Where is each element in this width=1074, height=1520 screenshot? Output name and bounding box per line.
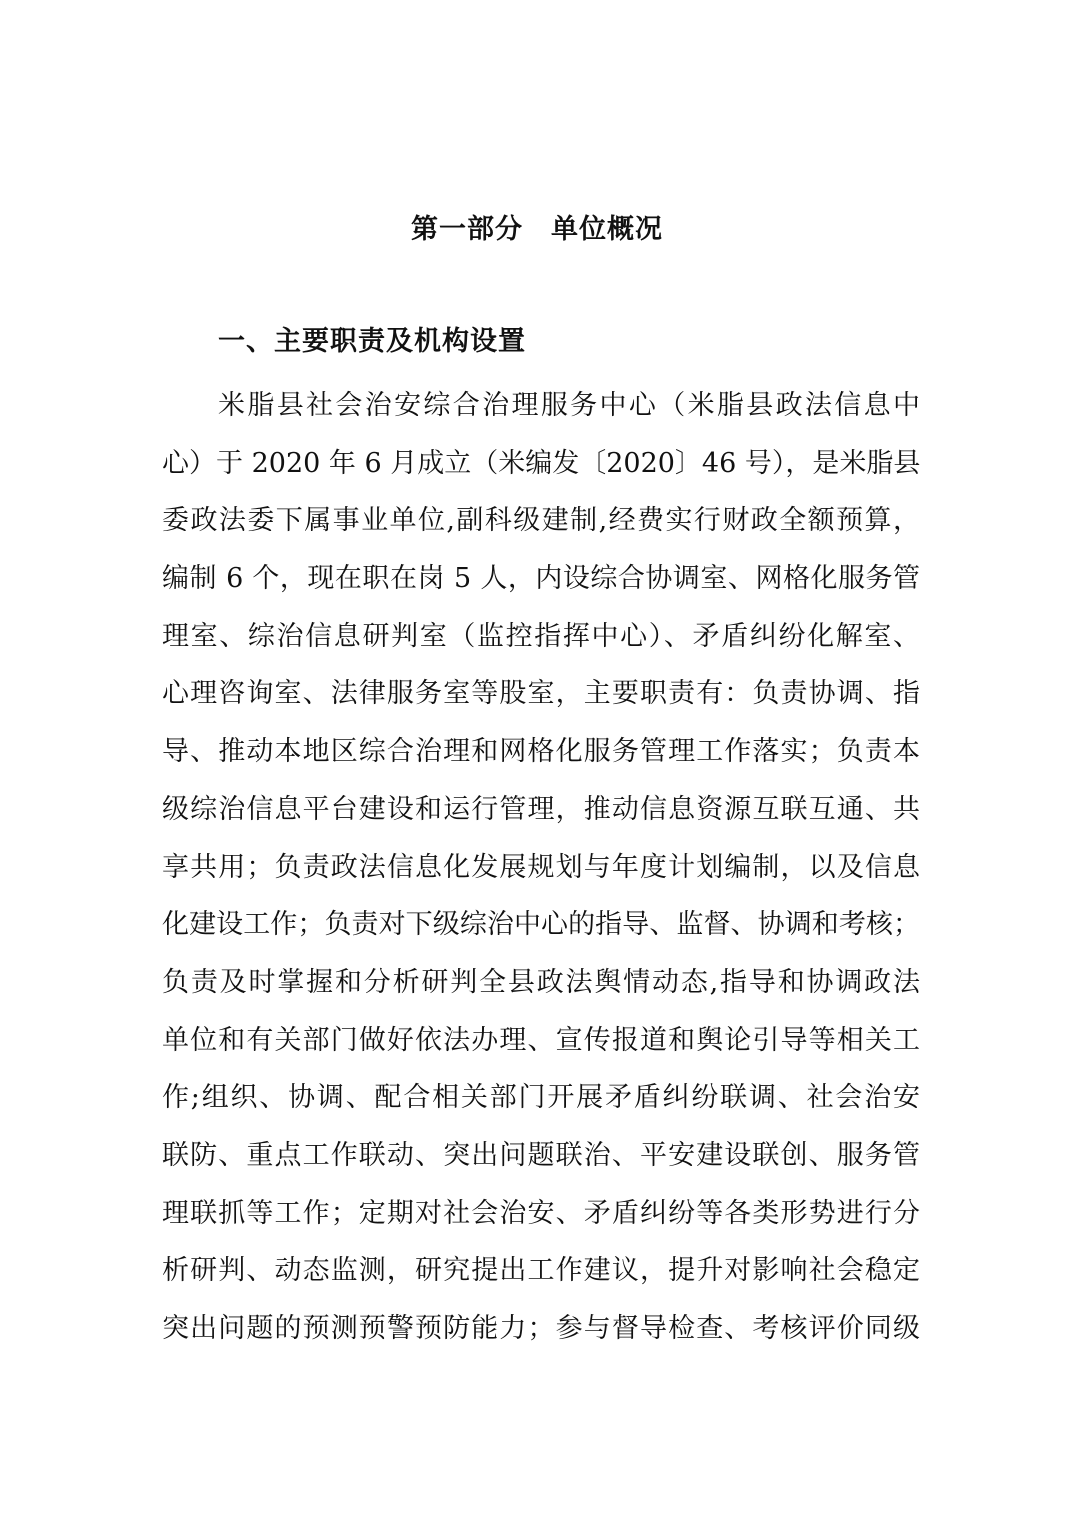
paragraph-line: 单位和有关部门做好依法办理、宣传报道和舆论引导等相关工 xyxy=(162,1024,920,1056)
paragraph-line: 米脂县社会治安综合治理服务中心（米脂县政法信息中 xyxy=(218,390,920,421)
paragraph-line: 突出问题的预测预警预防能力；参与督导检查、考核评价同级 xyxy=(162,1313,920,1344)
part-title: 第一部分 单位概况 xyxy=(411,214,663,245)
paragraph-line: 析研判、动态监测，研究提出工作建议，提升对影响社会稳定 xyxy=(162,1255,920,1287)
paragraph-line: 委政法委下属事业单位,副科级建制,经费实行财政全额预算， xyxy=(162,505,920,537)
paragraph-line: 编制 6 个，现在职在岗 5 人，内设综合协调室、网格化服务管 xyxy=(162,563,920,595)
paragraph-line: 作;组织、协调、配合相关部门开展矛盾纠纷联调、社会治安 xyxy=(162,1082,920,1114)
paragraph-line: 化建设工作；负责对下级综治中心的指导、监督、协调和考核； xyxy=(162,909,920,941)
paragraph-line: 负责及时掌握和分析研判全县政法舆情动态,指导和协调政法 xyxy=(162,966,920,998)
paragraph-line: 联防、重点工作联动、突出问题联治、平安建设联创、服务管 xyxy=(162,1139,920,1171)
section-heading: 一、主要职责及机构设置 xyxy=(218,326,526,357)
paragraph-line: 心理咨询室、法律服务室等股室，主要职责有：负责协调、指 xyxy=(162,678,920,710)
paragraph-line: 理联抓等工作；定期对社会治安、矛盾纠纷等各类形势进行分 xyxy=(162,1197,920,1229)
paragraph-line: 级综治信息平台建设和运行管理，推动信息资源互联互通、共 xyxy=(162,793,920,825)
paragraph-line: 享共用；负责政法信息化发展规划与年度计划编制，以及信息 xyxy=(162,851,920,883)
paragraph-line: 心）于 2020 年 6 月成立（米编发〔2020〕46 号），是米脂县 xyxy=(162,447,921,479)
paragraph-line: 理室、综治信息研判室（监控指挥中心）、矛盾纠纷化解室、 xyxy=(162,620,920,652)
body-paragraph xyxy=(162,384,920,1365)
paragraph-line: 导、推动本地区综合治理和网格化服务管理工作落实；负责本 xyxy=(162,736,920,768)
